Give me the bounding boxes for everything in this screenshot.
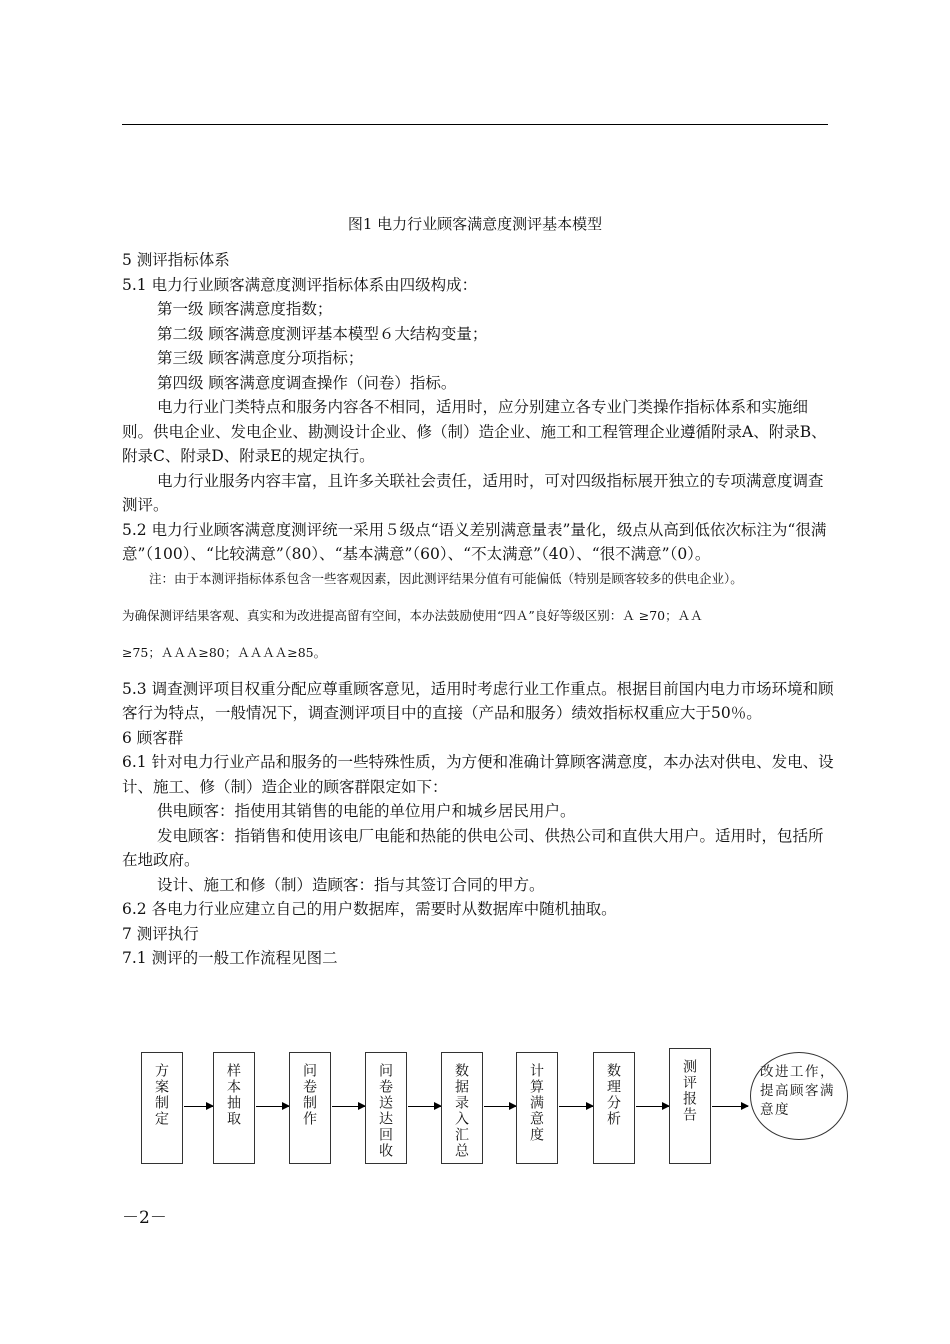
flow-arrow xyxy=(256,1106,289,1107)
paragraph-special-survey: 电力行业服务内容丰富，且许多关联社会责任，适用时，可对四级指标展开独立的专项满意度调查测评。 xyxy=(122,471,824,514)
figure-caption: 图1 电力行业顾客满意度测评基本模型 xyxy=(347,215,603,233)
flow-step-sampling: 样本抽取 xyxy=(213,1052,255,1164)
flow-arrow xyxy=(636,1106,669,1107)
flow-step-data-entry: 数据录入汇总 xyxy=(441,1052,483,1164)
flow-arrow xyxy=(712,1106,748,1107)
note-line-3: ≥75；ＡＡＡ≥80；ＡＡＡＡ≥85。 xyxy=(122,644,327,660)
section-heading-5: 5 测评指标体系 xyxy=(122,251,230,269)
level-1-item: 第一级 顾客满意度指数； xyxy=(157,300,333,318)
flow-end-improve: 改进工作，提高顾客满意度 xyxy=(750,1052,848,1140)
clause-6-2: 6.2 各电力行业应建立自己的用户数据库，需要时从数据库中随机抽取。 xyxy=(122,900,617,918)
clause-7-1: 7.1 测评的一般工作流程见图二 xyxy=(122,949,338,967)
note-line: 注：由于本测评指标体系包含一些客观因素，因此测评结果分值有可能偏低（特别是顾客较多的供电企业）。 xyxy=(149,570,743,586)
flow-step-plan: 方案制定 xyxy=(141,1052,183,1164)
flow-arrow xyxy=(408,1106,441,1107)
customer-group-design-construction: 设计、施工和修（制）造顾客：指与其签订合同的甲方。 xyxy=(157,875,545,894)
customer-group-power-supply: 供电顾客：指使用其销售的电能的单位用户和城乡居民用户。 xyxy=(157,802,576,820)
level-2-item: 第二级 顾客满意度测评基本模型６大结构变量； xyxy=(157,324,488,343)
clause-5-2: 5.2 电力行业顾客满意度测评统一采用５级点“语义差别满意量表”量化，级点从高到低依次标注为“很满意”（100）、“比较满意”（80）、“基本满意”（60）、“不太满意”（40）、“很不满意”（0）。 xyxy=(122,520,827,563)
clause-6-1: 6.1 针对电力行业产品和服务的一些特殊性质，为方便和准确计算顾客满意度，本办法对供电、发电、设计、施工、修（制）造企业的顾客群限定如下： xyxy=(122,753,834,796)
flow-arrow xyxy=(332,1106,365,1107)
flow-step-questionnaire: 问卷制作 xyxy=(289,1052,331,1164)
section-heading-7: 7 测评执行 xyxy=(122,924,199,943)
level-3-item: 第三级 顾客满意度分项指标； xyxy=(157,349,364,367)
flow-arrow xyxy=(559,1106,593,1107)
level-4-item: 第四级 顾客满意度调查操作（问卷）指标。 xyxy=(157,373,457,392)
clause-5-1: 5.1 电力行业顾客满意度测评指标体系由四级构成： xyxy=(122,275,478,294)
note-line-2: 为确保测评结果客观、真实和为改进提高留有空间，本办法鼓励使用“四Ａ”良好等级区别：Ａ ≥70；ＡＡ xyxy=(122,607,703,623)
paragraph-categories: 电力行业门类特点和服务内容各不相同，适用时，应分别建立各专业门类操作指标体系和实施细则。供电企业、发电企业、勘测设计企业、修（制）造企业、施工和工程管理企业遵循附录A、附录B、附录C、附录D、附录E的规定执行。 xyxy=(122,398,827,465)
flow-step-analysis: 数理分析 xyxy=(593,1052,635,1164)
flow-step-delivery: 问卷送达回收 xyxy=(365,1052,407,1164)
flow-step-calculate: 计算满意度 xyxy=(516,1052,558,1164)
section-heading-6: 6 顾客群 xyxy=(122,728,184,747)
page-number: －2－ xyxy=(122,1208,167,1228)
clause-5-3: 5.3 调查测评项目权重分配应尊重顾客意见，适用时考虑行业工作重点。根据目前国内电力市场环境和顾客行为特点，一般情况下，调查测评项目中的直接（产品和服务）绩效指标权重应大于50％。 xyxy=(122,679,834,722)
document-body xyxy=(122,248,838,971)
flow-step-report: 测评报告 xyxy=(669,1048,711,1164)
customer-group-power-generation: 发电顾客：指销售和使用该电厂电能和热能的供电公司、供热公司和直供大用户。适用时，包括所在地政府。 xyxy=(122,826,824,869)
flow-arrow xyxy=(484,1106,516,1107)
flow-arrow xyxy=(184,1106,213,1107)
header-rule xyxy=(122,124,828,125)
